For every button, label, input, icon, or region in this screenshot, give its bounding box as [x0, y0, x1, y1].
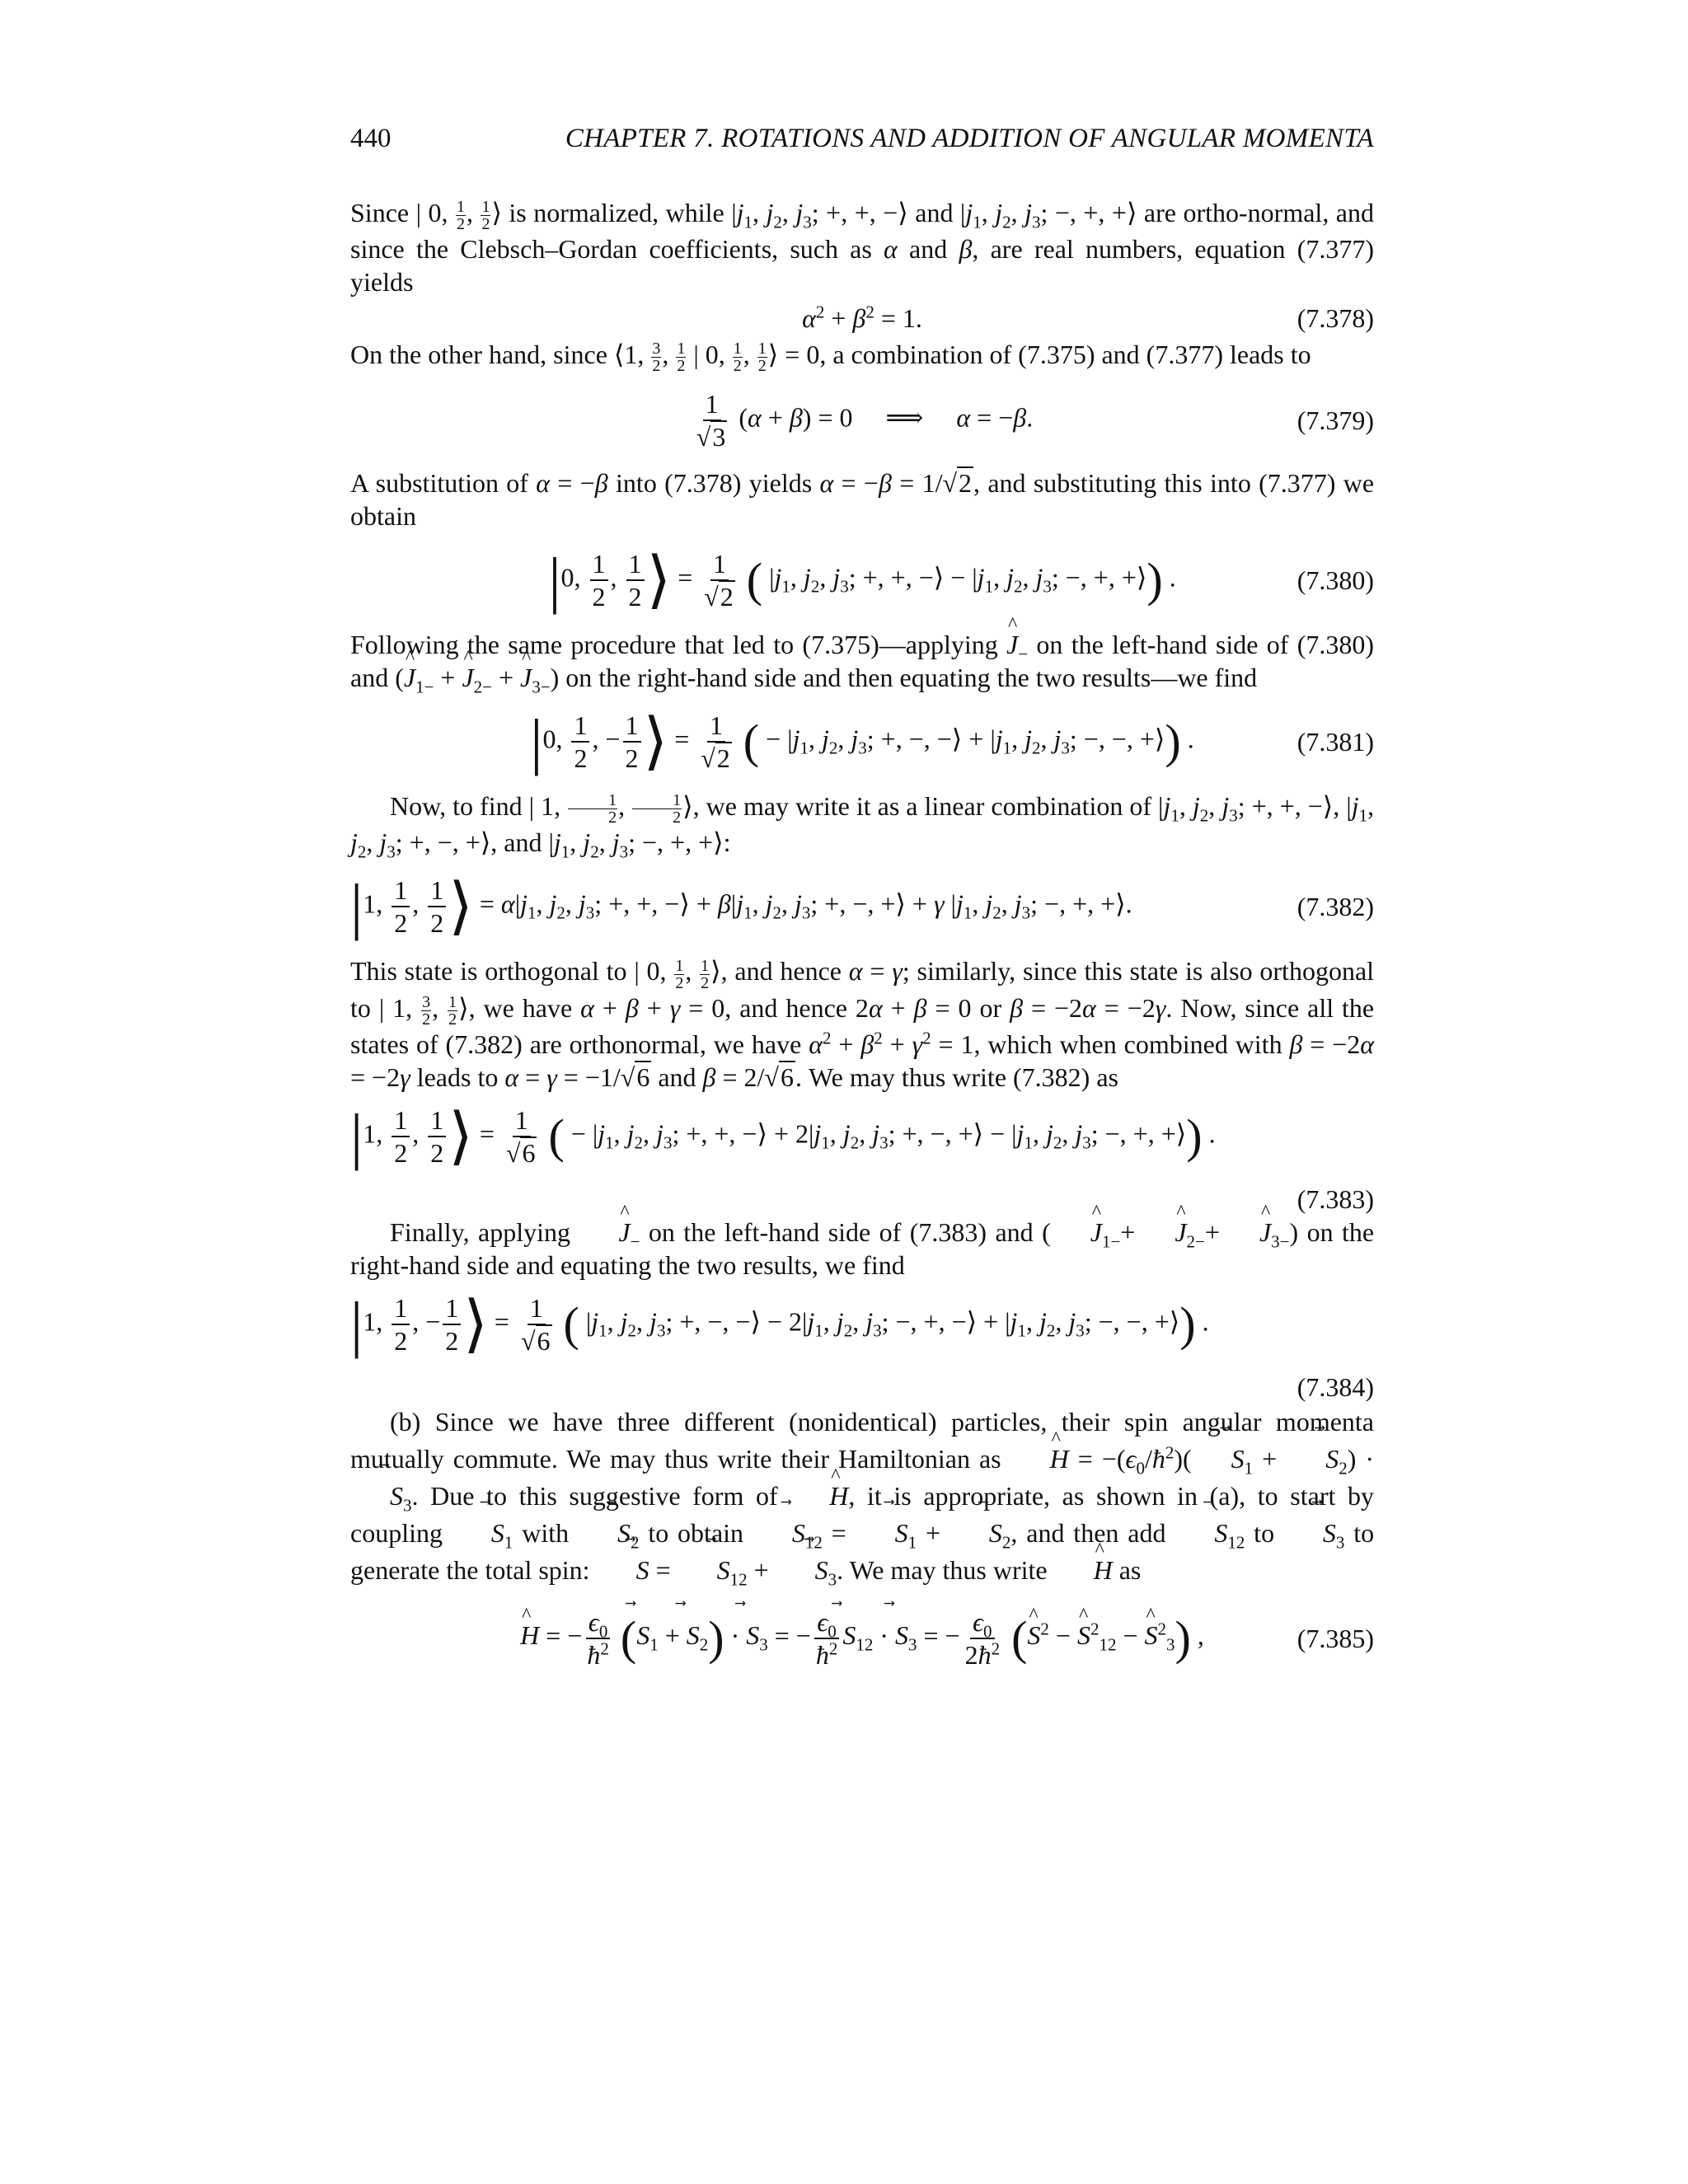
- equation-7-379: $\frac{1}{√3}$ (α + β) = 0 ⟹ α = −β. (7.379): [696, 389, 1374, 452]
- equation-7-384: |1, $\frac{1}{2}$ , − $\frac{1}{2}$ ⟩ = $\frac{1}{√6}$ ( $|j_1$, $j_2$, $j_3$; +, −, −⟩ − $2|j_1$, $j_2$, $j_3$; −, +, −⟩ + $|j_1$, $j_2$, $j_3$; −, −, +⟩) . (7.384): [350, 1289, 1374, 1402]
- equation-7-381: |0, $\frac{1}{2}$ , − $\frac{1}{2}$ ⟩ = $\frac{1}{√2}$ ( − $|j_1$, $j_2$, $j_3$; +, −, −⟩ + $|j_1$, $j_2$, $j_3$; −, −, +⟩) . (7.381): [530, 707, 1374, 777]
- paragraph-2: On the other hand, since ⟨1, $\frac{3}{2}$ , $\frac{1}{2}$ | 0, $\frac{1}{2}$ , $\frac{1}{2}$ ⟩ = 0, a combination of (7.375) and (7.377) leads to: [350, 340, 1311, 376]
- paragraph-5: Now, to find | 1, $\frac{1}{2}$ , $\frac{1}{2}$ ⟩, we may write it as a linear combination of $|j_1$, $j_2$, $j_3$; +, +, −⟩, $|j_1$, $j_2$, $j_3$; +, −, +⟩, and $|j_1$, $j_2$, $j_3$; −, +, +⟩:: [350, 791, 1375, 862]
- equation-number: (7.383): [1296, 1183, 1374, 1214]
- page-body: [350, 196, 1374, 1688]
- paragraph-3: A substitution of α = −β into (7.378) yields α = −β = 1/√2, and substituting this into (7.377) we obtain: [350, 468, 1375, 532]
- running-title: CHAPTER 7. ROTATIONS AND ADDITION OF ANGULAR MOMENTA: [565, 124, 1374, 153]
- page-header: [350, 124, 1374, 165]
- equation-7-380: |0, $\frac{1}{2}$ , $\frac{1}{2}$ ⟩ = $\frac{1}{√2}$ ( $|j_1$, $j_2$, $j_3$; +, +, −⟩ − $|j_1$, $j_2$, $j_3$; −, +, +⟩) . (7.380): [548, 546, 1374, 616]
- equation-7-382: |1, $\frac{1}{2}$ , $\frac{1}{2}$ ⟩ = $\alpha|j_1$, $j_2$, $j_3$; +, +, −⟩ + $\beta|j_1$, $j_2$, $j_3$; +, −, +⟩ + γ $|j_1$, $j_2$, $j_3$; −, +, +⟩. (7.382): [350, 872, 1374, 942]
- equation-number: (7.379): [1296, 405, 1374, 436]
- equation-number: (7.384): [1296, 1371, 1374, 1402]
- equation-7-385: H ^ = − $\frac{\epsilon_0}{ħ^2}$ (S $⃗_1 + S$ $⃗_2) \cdot S$ $⃗_3$ = − $\frac{\epsilon_0}{ħ^2}$ S $⃗_{12} \cdot S$ $⃗_3$ = − $\frac{\epsilon_0}{2ħ^2}$ (S ^$^2$ − S ^$^2_{12}$ − S ^$^2_3$) , (7.385): [350, 1589, 1374, 1688]
- paragraph-6: This state is orthogonal to | 0, $\frac{1}{2}$ , $\frac{1}{2}$ ⟩, and hence α = γ; similarly, since this state is also orthogonal to | 1, $\frac{3}{2}$ , $\frac{1}{2}$ ⟩, we have α + β + γ = 0, and hence 2α + β = 0 or β = −2α = −2γ. Now, since all the states of (7.382) are orthonormal, we have $\alpha^2 + \beta^2 + \gamma^2 = 1$, which when combined with β = −2α = −2γ leads to α = γ = −1/√6 and β = 2/√6. We may thus write (7.382) as: [350, 956, 1375, 1092]
- paragraph-4: Following the same procedure that led to (7.375)—applying J $\^{}_-$ on the left-hand side of (7.380) and (J $\^{}_{1-} + J$ $\^{}_{2-} + J$ $\^{}_{3-}$) on the right-hand side and then equating the two results—we find: [350, 628, 1374, 694]
- equation-7-383: |1, $\frac{1}{2}$ , $\frac{1}{2}$ ⟩ = $\frac{1}{√6}$ ( − $|j_1$, $j_2$, $j_3$; +, +, −⟩ + $2|j_1$, $j_2$, $j_3$; +, −, +⟩ − $|j_1$, $j_2$, $j_3$; −, +, +⟩) . (7.383): [350, 1101, 1374, 1214]
- paragraph-1: Since | 0, $\frac{1}{2}$ , $\frac{1}{2}$ ⟩ is normalized, while $|j_1$, $j_2$, $j_3$; +, +, −⟩ and $|j_1$, $j_2$, $j_3$; −, +, +⟩ are ortho-normal, and since the Clebsch–Gordan coefficients, such as α and β, are real numbers, equation (7.377) yields: [350, 198, 1375, 298]
- paragraph-8: (b) Since we have three different (nonidentical) particles, their spin angular momenta mutually commute. We may thus write their Hamiltonian as H ^ = $-(\epsilon_0/ħ^2)$( S $⃗_1 + S$ $⃗_2) \cdot S$ $⃗_3$. Due to this suggestive form of H ^, it is appropriate, as shown in (a), to start by coupling S $⃗_1$ with S $⃗_2$ to obtain S $⃗_{12} = S$ $⃗_1 + S$ $⃗_2$, and then add S $⃗_{12}$ to S $⃗_3$ to generate the total spin: S ⃗ = S $⃗_{12} + S$ $⃗_3$. We may thus write H ^ as: [350, 1404, 1374, 1589]
- equation-number: (7.381): [1296, 727, 1374, 757]
- equation-7-378: $\alpha^2 + \beta^2 = 1$. (7.378): [802, 302, 1374, 334]
- equation-number: (7.380): [1296, 565, 1374, 596]
- equation-number: (7.378): [1296, 303, 1374, 334]
- equation-number: (7.382): [1296, 892, 1374, 922]
- paragraph-7: Finally, applying J $\^{}_-$ on the left-hand side of (7.383) and ( J $\^{}_{1-}+ J$ $\^{}_{2-}+ J$ $\^{}_{3-}$) on the right-hand side and equating the two results, we find: [350, 1216, 1374, 1282]
- page-number: 440: [350, 124, 392, 153]
- equation-number: (7.385): [1296, 1623, 1374, 1653]
